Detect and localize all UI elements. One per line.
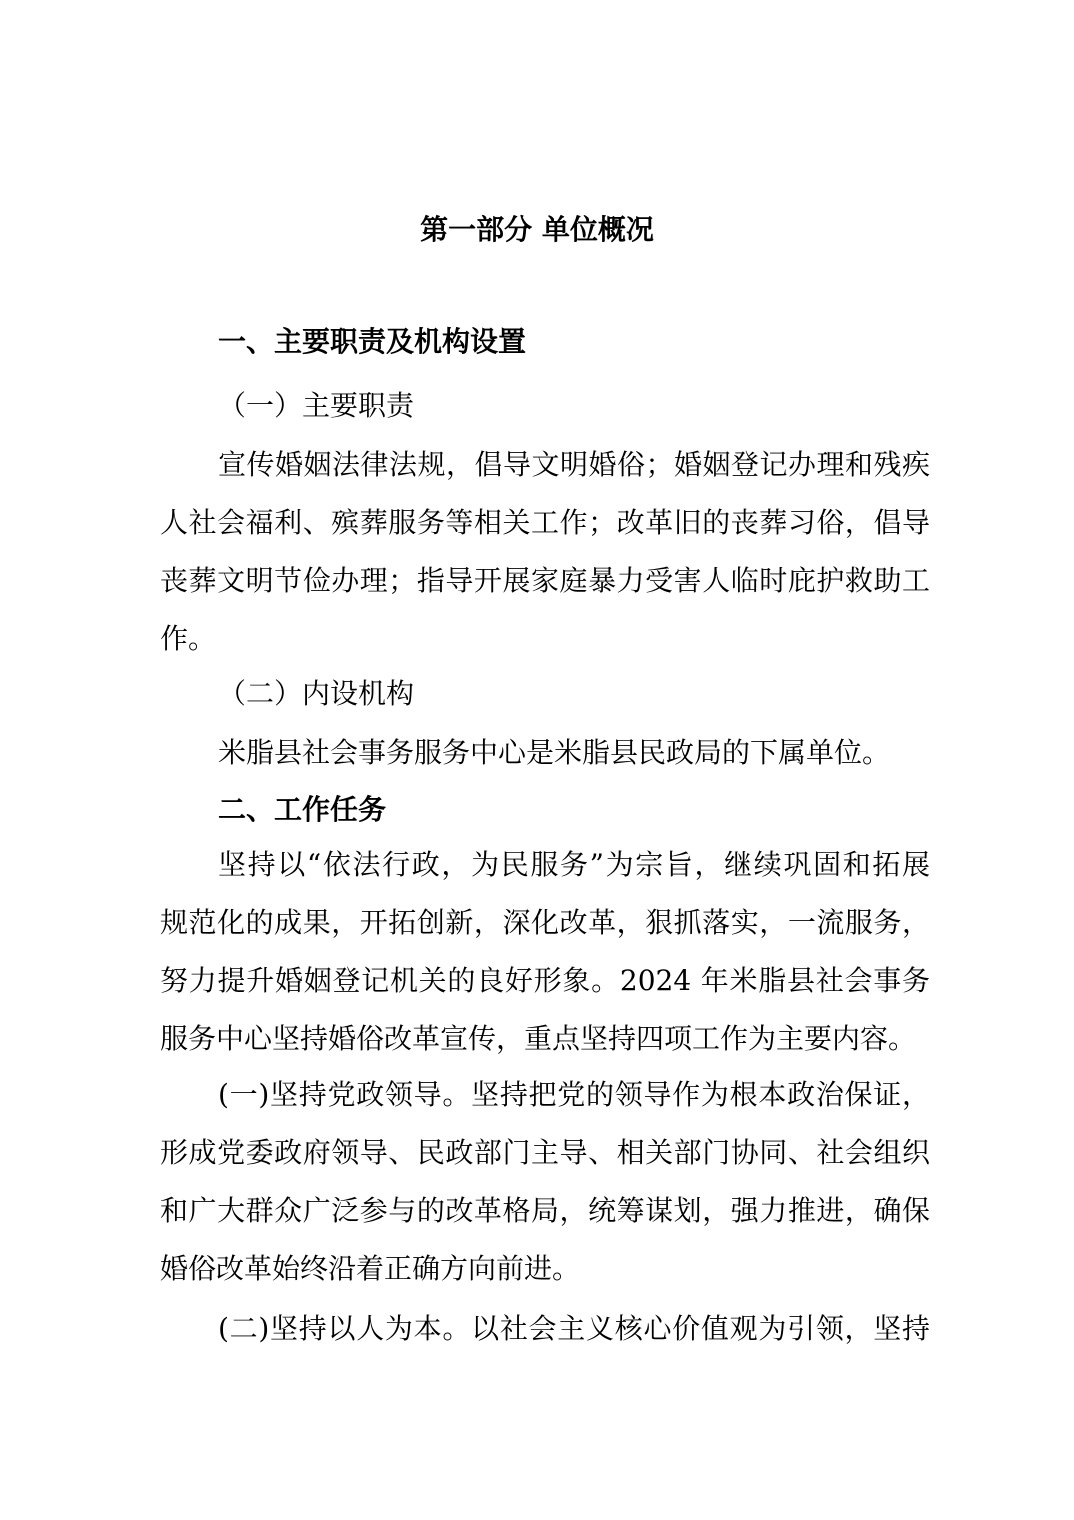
paragraph-line: 服务中心坚持婚俗改革宣传，重点坚持四项工作为主要内容。 (160, 1022, 917, 1055)
paragraph-org (160, 724, 930, 782)
paragraph-line: 人社会福利、殡葬服务等相关工作；改革旧的丧葬习俗，倡导 (160, 506, 930, 539)
paragraph-line: (二)坚持以人为本。以社会主义核心价值观为引领，坚持 (218, 1312, 930, 1345)
section-heading-tasks: 二、工作任务 (218, 793, 387, 826)
paragraph-line: 坚持以“依法行政，为民服务”为宗旨，继续巩固和拓展 (218, 848, 930, 881)
paragraph-line: 规范化的成果，开拓创新，深化改革，狠抓落实，一流服务， (160, 906, 930, 939)
paragraph-line: 形成党委政府领导、民政部门主导、相关部门协同、社会组织 (160, 1136, 930, 1169)
subheading-main-duties: （一）主要职责 (218, 389, 415, 422)
section-heading-duties: 一、主要职责及机构设置 (218, 325, 527, 358)
paragraph-line: 婚俗改革始终沿着正确方向前进。 (160, 1252, 581, 1285)
paragraph-line: 和广大群众广泛参与的改革格局，统筹谋划，强力推进，确保 (160, 1194, 930, 1227)
paragraph-tasks-intro (160, 836, 930, 1068)
paragraph-line: 米脂县社会事务服务中心是米脂县民政局的下属单位。 (218, 736, 891, 769)
paragraph-party-leadership (160, 1066, 930, 1298)
subheading-internal-org: （二）内设机构 (218, 677, 415, 710)
paragraph-line: 作。 (160, 622, 217, 655)
paragraph-duties (160, 436, 930, 668)
paragraph-line: 宣传婚姻法律法规，倡导文明婚俗；婚姻登记办理和残疾 (218, 448, 930, 481)
page-title: 第一部分 单位概况 (420, 213, 654, 246)
paragraph-line: 丧葬文明节俭办理；指导开展家庭暴力受害人临时庇护救助工 (160, 564, 930, 597)
paragraph-line: (一)坚持党政领导。坚持把党的领导作为根本政治保证， (218, 1078, 930, 1111)
paragraph-people-oriented (160, 1300, 930, 1358)
paragraph-line: 努力提升婚姻登记机关的良好形象。2024 年米脂县社会事务 (160, 964, 930, 997)
